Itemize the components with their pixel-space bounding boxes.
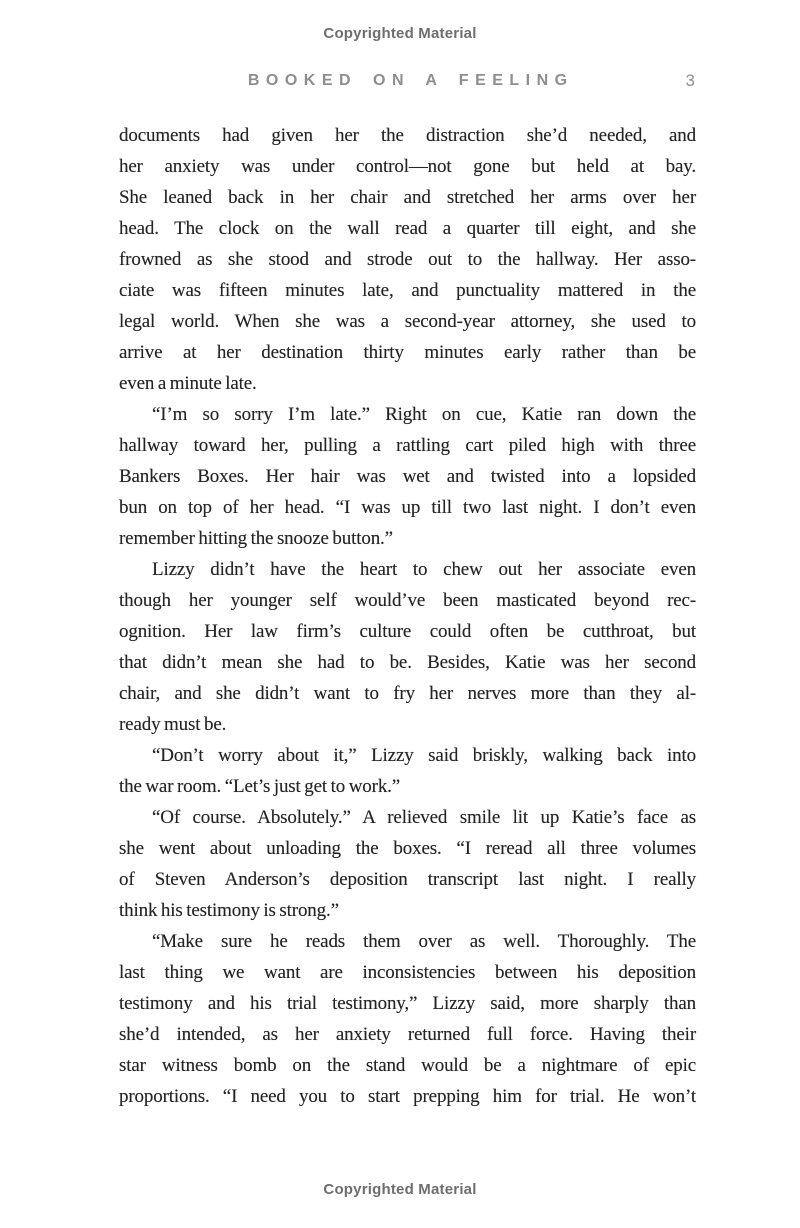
- text-line: think his testimony is strong.”: [119, 900, 339, 921]
- text-line: she went about unloading the boxes. “I reread all three volumes: [119, 838, 696, 859]
- paragraph: [119, 399, 696, 554]
- text-line: the war room. “Let’s just get to work.”: [119, 776, 401, 797]
- text-line: “Make sure he reads them over as well. Thoroughly. The: [152, 931, 696, 952]
- text-line: “Of course. Absolutely.” A relieved smile lit up Katie’s face as: [152, 807, 696, 828]
- text-line: last thing we want are inconsistencies between his deposition: [119, 962, 696, 983]
- text-line: ready must be.: [119, 714, 227, 735]
- text-line: arrive at her destination thirty minutes early rather than be: [119, 342, 696, 363]
- paragraph: [119, 802, 696, 926]
- paragraph: [119, 740, 696, 802]
- text-line: ognition. Her law firm’s culture could often be cutthroat, but: [119, 621, 696, 642]
- paragraph: [119, 926, 696, 1112]
- text-line: remember hitting the snooze button.”: [119, 528, 393, 549]
- text-line: star witness bomb on the stand would be a nightmare of epic: [119, 1055, 696, 1076]
- text-line: that didn’t mean she had to be. Besides, Katie was her second: [119, 652, 696, 673]
- running-head-title: BOOKED ON A FEELING: [247, 72, 574, 89]
- text-line: though her younger self would’ve been masticated beyond rec-: [119, 590, 696, 611]
- text-line: legal world. When she was a second-year attorney, she used to: [119, 311, 696, 332]
- text-line: proportions. “I need you to start prepping him for trial. He won’t: [119, 1086, 696, 1107]
- text-line: chair, and she didn’t want to fry her nerves more than they al-: [119, 683, 696, 704]
- page-body: [119, 120, 696, 1112]
- text-line: bun on top of her head. “I was up till two last night. I don’t even: [119, 497, 696, 518]
- paragraph: [119, 554, 696, 740]
- text-line: ciate was fifteen minutes late, and punctuality mattered in the: [119, 280, 696, 301]
- running-head: [120, 70, 695, 92]
- text-line: “Don’t worry about it,” Lizzy said briskly, walking back into: [152, 745, 696, 766]
- text-line: Bankers Boxes. Her hair was wet and twisted into a lopsided: [119, 466, 696, 487]
- text-line: frowned as she stood and strode out to the hallway. Her asso-: [119, 249, 696, 270]
- page-number: 3: [685, 71, 695, 90]
- text-line: Lizzy didn’t have the heart to chew out her associate even: [152, 559, 696, 580]
- text-line: of Steven Anderson’s deposition transcript last night. I really: [119, 869, 696, 890]
- copyright-notice-top: Copyrighted Material: [323, 25, 477, 42]
- text-line: hallway toward her, pulling a rattling cart piled high with three: [119, 435, 696, 456]
- text-line: her anxiety was under control—not gone but held at bay.: [119, 156, 696, 177]
- text-line: she’d intended, as her anxiety returned full force. Having their: [119, 1024, 696, 1045]
- text-line: even a minute late.: [119, 373, 257, 394]
- copyright-notice-bottom: Copyrighted Material: [323, 1181, 477, 1198]
- text-line: head. The clock on the wall read a quarter till eight, and she: [119, 218, 696, 239]
- text-line: testimony and his trial testimony,” Lizzy said, more sharply than: [119, 993, 696, 1014]
- text-line: documents had given her the distraction she’d needed, and: [119, 125, 696, 146]
- text-line: She leaned back in her chair and stretched her arms over her: [119, 187, 696, 208]
- paragraph: [119, 120, 696, 399]
- text-line: “I’m so sorry I’m late.” Right on cue, Katie ran down the: [152, 404, 696, 425]
